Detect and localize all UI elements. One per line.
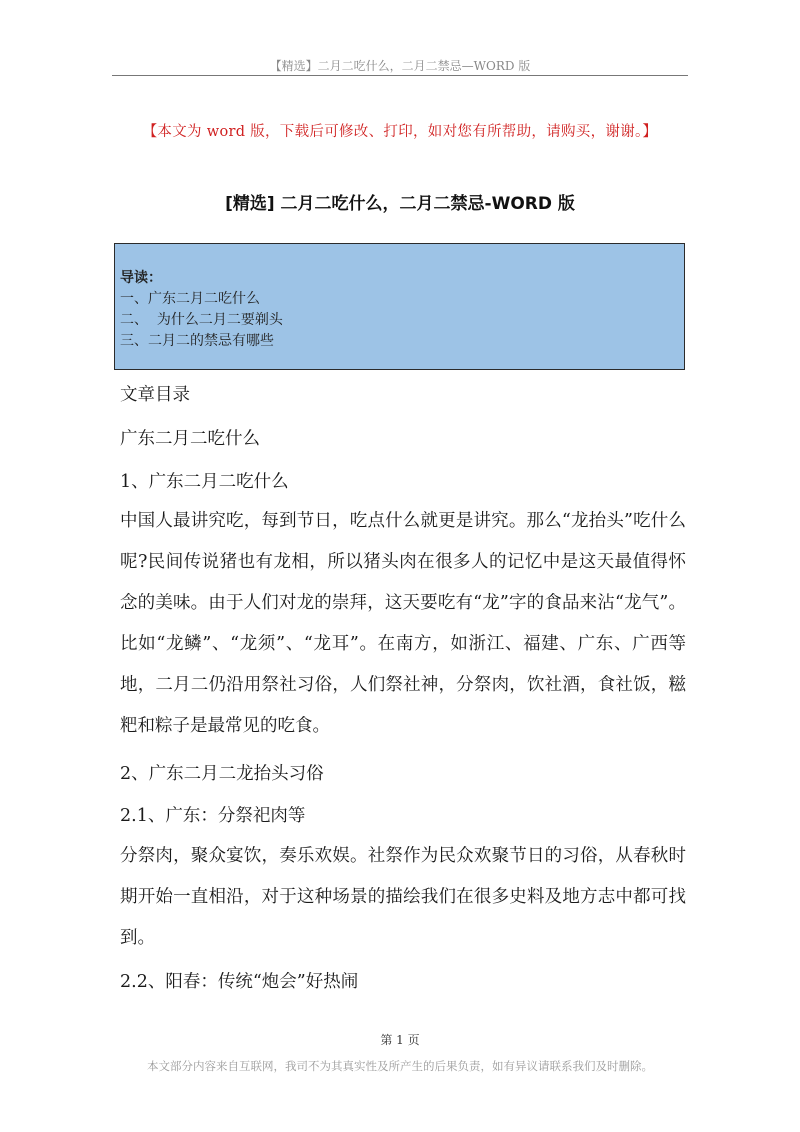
- header-divider: [112, 75, 688, 76]
- subsection-heading: 2、广东二月二龙抬头习俗: [120, 764, 324, 784]
- subsection-heading: 2.1、广东：分祭祀肉等: [120, 806, 306, 826]
- guide-item: 二、 为什么二月二要剃头: [120, 312, 283, 328]
- page-header-title: 【精选】二月二吃什么，二月二禁忌—WORD 版: [269, 59, 531, 73]
- purchase-notice: 【本文为 word 版，下载后可修改、打印，如对您有所帮助，请购买，谢谢。】: [142, 124, 658, 140]
- section-heading: 广东二月二吃什么: [120, 429, 260, 449]
- guide-item: 一、广东二月二吃什么: [120, 291, 260, 307]
- subsection-heading: 2.2、阳春：传统“炮会”好热闹: [120, 972, 359, 992]
- guide-label: 导读：: [120, 270, 162, 286]
- body-paragraph: 分祭肉，聚众宴饮，奏乐欢娱。社祭作为民众欢聚节日的习俗，从春秋时期开始一直相沿，对于这种场景的描绘我们在很多史料及地方志中都可找到。: [120, 846, 686, 948]
- subsection-heading: 1、广东二月二吃什么: [120, 472, 289, 492]
- page-number: 第 1 页: [380, 1033, 420, 1047]
- guide-item: 三、二月二的禁忌有哪些: [120, 333, 274, 349]
- footer-disclaimer: 本文部分内容来自互联网，我司不为其真实性及所产生的后果负责，如有异议请联系我们及时删除。: [147, 1059, 653, 1073]
- document-title: [精选] 二月二吃什么，二月二禁忌-WORD 版: [225, 194, 575, 214]
- body-paragraph: 中国人最讲究吃，每到节日，吃点什么就更是讲究。那么“龙抬头”吃什么呢?民间传说猪也有龙相，所以猪头肉在很多人的记忆中是这天最值得怀念的美味。由于人们对龙的崇拜，这天要吃有“龙”字的食品来沾“龙气”。比如“龙鳞”、“龙须”、“龙耳”。在南方，如浙江、福建、广东、广西等地，二月二仍沿用祭社习俗，人们祭社神，分祭肉，饮社酒，食社饭，糍粑和粽子是最常见的吃食。: [120, 511, 686, 736]
- guide-box: [114, 243, 685, 370]
- toc-heading: 文章目录: [120, 385, 190, 405]
